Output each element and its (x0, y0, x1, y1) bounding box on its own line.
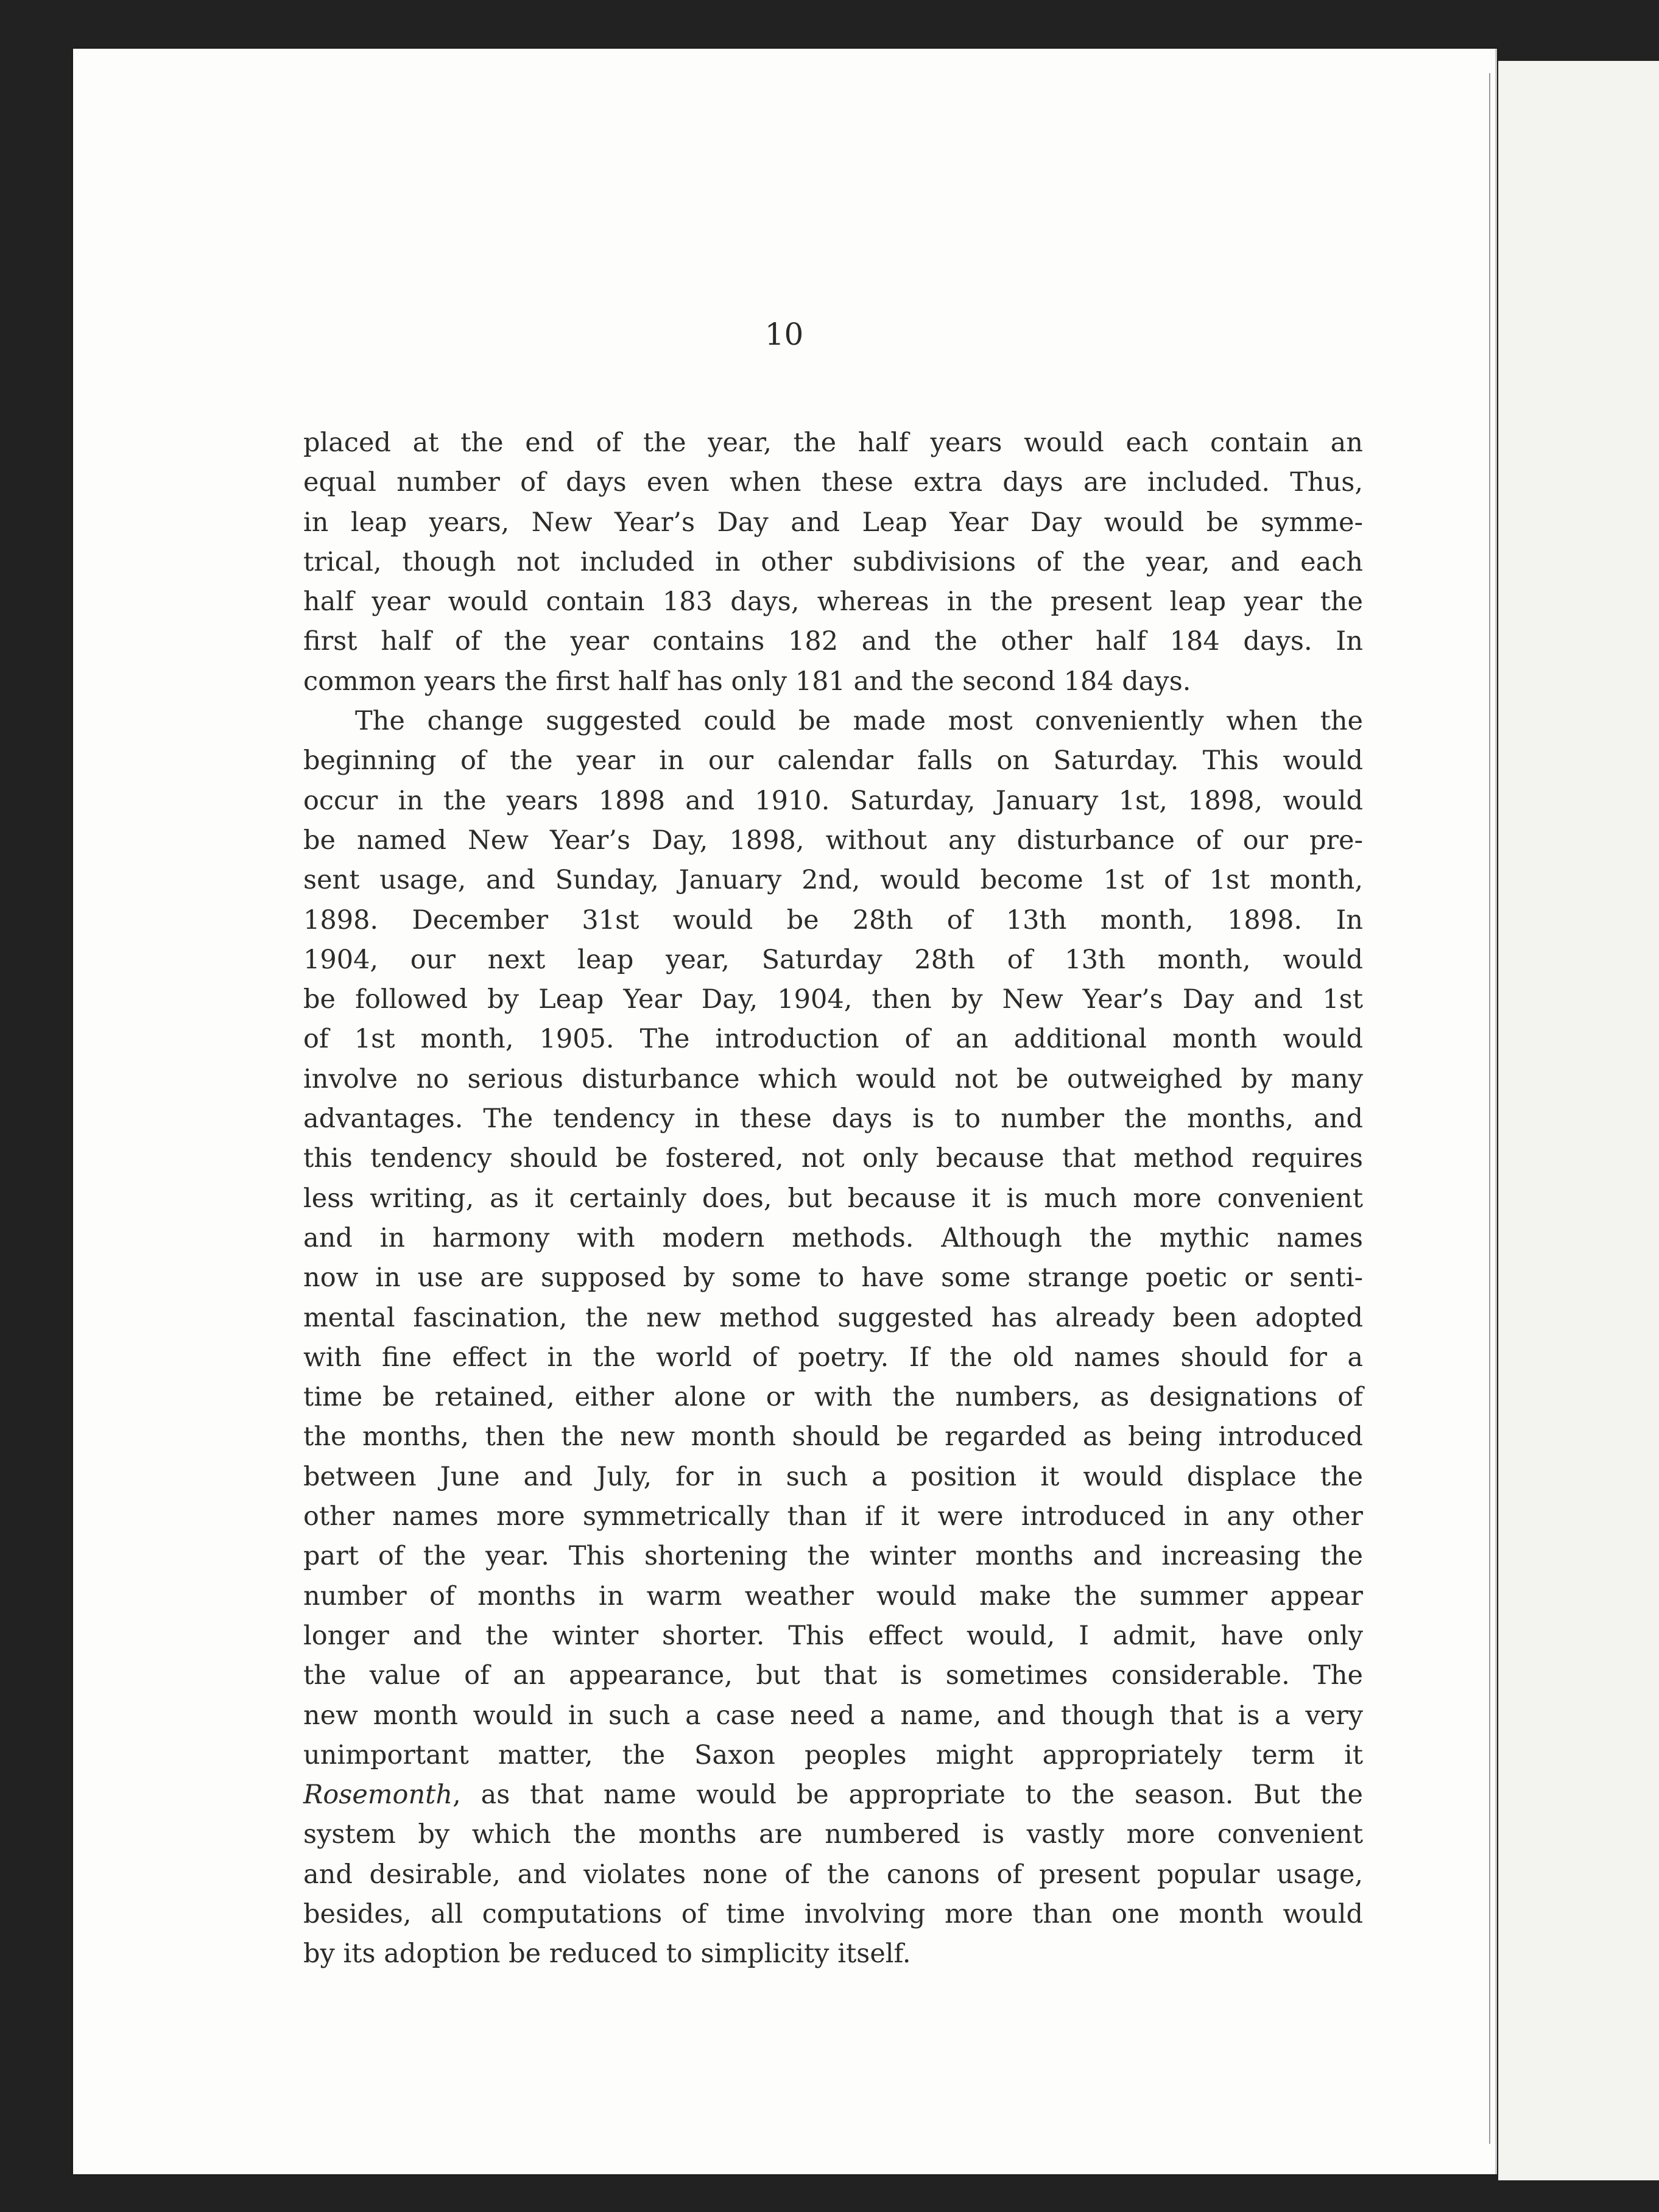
text-line: of 1st month, 1905. The introduction of an additional month would (303, 1024, 1363, 1055)
text-line: 1898. December 31st would be 28th of 13th month, 1898. In (303, 904, 1363, 935)
document-page (73, 49, 1497, 2174)
text-line: advantages. The tendency in these days is to number the months, and (303, 1104, 1363, 1135)
body-text (303, 423, 1363, 1974)
text-line: equal number of days even when these extra days are included. Thus, (303, 467, 1363, 498)
text-line: beginning of the year in our calendar falls on Saturday. This would (303, 745, 1363, 777)
page-number: 10 (764, 317, 804, 352)
text-line: sent usage, and Sunday, January 2nd, would become 1st of 1st month, (303, 865, 1363, 896)
text-line: now in use are supposed by some to have some strange poetic or senti- (303, 1263, 1363, 1294)
italic-word: Rosemonth (303, 1780, 453, 1811)
paragraph-1 (303, 423, 1363, 702)
page-fold-line (1489, 73, 1490, 2144)
text-line: number of months in warm weather would make the summer appear (303, 1580, 1363, 1611)
text-line: 1904, our next leap year, Saturday 28th of 13th month, would (303, 944, 1363, 975)
text-line: unimportant matter, the Saxon peoples might appropriately term it (303, 1739, 1363, 1770)
text-line: new month would in such a case need a name, and though that is a very (303, 1700, 1363, 1731)
text-line: part of the year. This shortening the winter months and increasing the (303, 1541, 1363, 1572)
paragraph-2 (303, 702, 1363, 1974)
text-line: Rosemonth, as that name would be appropriate to the season. But the (303, 1780, 1363, 1811)
text-line: be followed by Leap Year Day, 1904, then by New Year’s Day and 1st (303, 984, 1363, 1015)
text-line: and desirable, and violates none of the canons of present popular usage, (303, 1859, 1363, 1890)
text-line: in leap years, New Year’s Day and Leap Year Day would be symme- (303, 507, 1363, 538)
text-line: other names more symmetrically than if it were introduced in any other (303, 1501, 1363, 1532)
text-line: the months, then the new month should be regarded as being introduced (303, 1421, 1363, 1453)
text-line: besides, all computations of time involving more than one month would (303, 1898, 1363, 1929)
text-line: between June and July, for in such a position it would displace the (303, 1461, 1363, 1492)
text-line: and in harmony with modern methods. Although the mythic names (303, 1222, 1363, 1253)
text-line: common years the first half has only 181 and the second 184 days. (303, 666, 1191, 697)
text-line: first half of the year contains 182 and the other half 184 days. In (303, 626, 1363, 657)
text-line: with fine effect in the world of poetry. If the old names should for a (303, 1342, 1363, 1373)
text-line: involve no serious disturbance which would not be outweighed by many (303, 1063, 1363, 1094)
text-line: trical, though not included in other subdivisions of the year, and each (303, 546, 1363, 577)
text-line: half year would contain 183 days, whereas in the present leap year the (303, 586, 1363, 618)
text-line: The change suggested could be made most conveniently when the (355, 706, 1363, 737)
adjacent-page-edge (1498, 61, 1659, 2180)
text-line: system by which the months are numbered is vastly more convenient (303, 1819, 1363, 1850)
text-line: less writing, as it certainly does, but because it is much more convenient (303, 1183, 1363, 1214)
text-line: longer and the winter shorter. This effect would, I admit, have only (303, 1620, 1363, 1651)
text-line: be named New Year’s Day, 1898, without any disturbance of our pre- (303, 825, 1363, 856)
text-line: occur in the years 1898 and 1910. Saturday, January 1st, 1898, would (303, 785, 1363, 816)
text-line: time be retained, either alone or with the numbers, as designations of (303, 1382, 1363, 1413)
text-line: placed at the end of the year, the half years would each contain an (303, 428, 1363, 458)
text-line: by its adoption be reduced to simplicity itself. (303, 1939, 911, 1970)
text-line: this tendency should be fostered, not only because that method requires (303, 1143, 1363, 1174)
text-line: the value of an appearance, but that is sometimes considerable. The (303, 1660, 1363, 1691)
text-line: mental fascination, the new method suggested has already been adopted (303, 1302, 1363, 1333)
